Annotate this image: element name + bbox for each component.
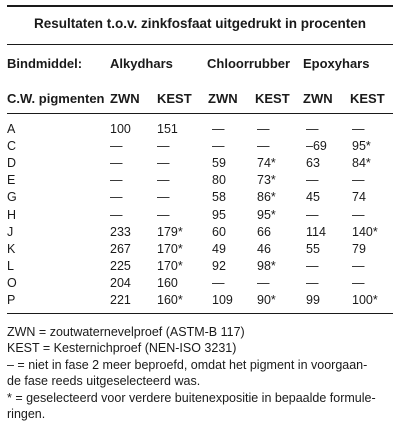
value-cell: —	[306, 259, 319, 274]
value-cell: —	[306, 276, 319, 291]
value-cell: 92	[212, 259, 226, 274]
value-cell: 86*	[257, 190, 276, 205]
value-cell: —	[352, 173, 365, 188]
value-cell: —	[306, 207, 319, 222]
value-cell: —	[306, 173, 319, 188]
pigment-cell: L	[7, 259, 14, 274]
value-cell: 63	[306, 155, 320, 170]
value-cell: 109	[212, 293, 233, 308]
pigment-cell: O	[7, 276, 17, 291]
footnote-asterisk-line-1: * = geselecteerd voor verdere buitenexpositie in bepaalde formule-	[7, 390, 376, 405]
test-label-kest-chloor: KEST	[255, 91, 290, 106]
value-cell: —	[110, 173, 123, 188]
value-cell: —	[157, 207, 170, 222]
pigment-cell: H	[7, 207, 17, 222]
pigment-cell: P	[7, 293, 16, 308]
value-cell: 90*	[257, 293, 276, 308]
footnotes	[7, 324, 393, 422]
value-cell: —	[157, 173, 170, 188]
value-cell: —	[110, 190, 123, 205]
value-cell: 225	[110, 259, 131, 274]
test-label-kest-alkyd: KEST	[157, 91, 192, 106]
value-cell: 60	[212, 224, 226, 239]
table-row	[7, 223, 393, 240]
value-cell: —	[257, 138, 270, 153]
value-cell: 179*	[157, 224, 183, 239]
pigment-cell: D	[7, 155, 17, 170]
value-cell: 233	[110, 224, 131, 239]
pigment-cell: K	[7, 241, 16, 256]
value-cell: —	[257, 121, 270, 136]
value-cell: —	[352, 276, 365, 291]
value-cell: 79	[352, 241, 366, 256]
pigment-cell: J	[7, 224, 14, 239]
binder-chloorrubber: Chloorrubber	[207, 56, 291, 71]
value-cell: 95	[212, 207, 226, 222]
value-cell: 80	[212, 173, 226, 188]
value-cell: 73*	[257, 173, 276, 188]
table-row	[7, 172, 393, 189]
test-label-kest-epoxy: KEST	[350, 91, 385, 106]
title-rule	[7, 44, 393, 45]
table-row	[7, 120, 393, 137]
value-cell: 170*	[157, 259, 183, 274]
results-table	[7, 120, 393, 309]
value-cell: 140*	[352, 224, 378, 239]
value-cell: 98*	[257, 259, 276, 274]
test-label-zwn-alkyd: ZWN	[110, 91, 140, 106]
value-cell: –69	[306, 138, 327, 153]
value-cell: —	[110, 155, 123, 170]
table-row	[7, 206, 393, 223]
pigment-column-label: C.W. pigmenten	[7, 91, 105, 106]
value-cell: 151	[157, 121, 178, 136]
value-cell: 160*	[157, 293, 183, 308]
value-cell: 221	[110, 293, 131, 308]
footnote-dash-line-1: – = niet in fase 2 meer beproefd, omdat het pigment in voorgaan-	[7, 357, 368, 372]
pigment-cell: C	[7, 138, 17, 153]
table-row	[7, 292, 393, 309]
pigment-cell: G	[7, 190, 17, 205]
binder-label: Bindmiddel:	[7, 56, 83, 71]
table-title: Resultaten t.o.v. zinkfosfaat uitgedrukt in procenten	[33, 16, 367, 31]
value-cell: —	[352, 207, 365, 222]
value-cell: 99	[306, 293, 320, 308]
test-label-zwn-epoxy: ZWN	[303, 91, 333, 106]
value-cell: —	[212, 121, 225, 136]
pigment-cell: E	[7, 173, 16, 188]
value-cell: —	[257, 276, 270, 291]
binder-epoxyhars: Epoxyhars	[303, 56, 370, 71]
pigment-cell: A	[7, 121, 16, 136]
table-row	[7, 258, 393, 275]
value-cell: —	[212, 276, 225, 291]
value-cell: 66	[257, 224, 271, 239]
value-cell: 267	[110, 241, 131, 256]
footnote-dash-line-2: de fase reeds uitgeselecteerd was.	[7, 374, 201, 389]
value-cell: 55	[306, 241, 320, 256]
binder-alkydhars: Alkydhars	[110, 56, 173, 71]
value-cell: —	[110, 207, 123, 222]
value-cell: 100	[110, 121, 131, 136]
value-cell: 74	[352, 190, 366, 205]
value-cell: 114	[306, 224, 326, 239]
value-cell: —	[157, 190, 170, 205]
value-cell: —	[110, 138, 123, 153]
footnote-zwn: ZWN = zoutwaternevelproef (ASTM-B 117)	[7, 325, 245, 339]
table-row	[7, 275, 393, 292]
value-cell: 45	[306, 190, 320, 205]
value-cell: 170*	[157, 241, 183, 256]
footnote-asterisk-line-2: ringen.	[7, 407, 46, 422]
value-cell: 100*	[352, 293, 378, 308]
value-cell: —	[352, 121, 365, 136]
value-cell: 74*	[257, 155, 276, 170]
test-label-zwn-chloor: ZWN	[208, 91, 238, 106]
table-row	[7, 137, 393, 154]
value-cell: 59	[212, 155, 226, 170]
table-row	[7, 189, 393, 206]
value-cell: —	[212, 138, 225, 153]
footnote-kest: KEST = Kesternichproef (NEN-ISO 3231)	[7, 341, 237, 356]
value-cell: 49	[212, 241, 226, 256]
value-cell: 95*	[352, 138, 371, 153]
value-cell: 95*	[257, 207, 276, 222]
table-row	[7, 240, 393, 257]
value-cell: 58	[212, 190, 226, 205]
value-cell: 84*	[352, 155, 371, 170]
value-cell: —	[352, 259, 365, 274]
value-cell: 46	[257, 241, 271, 256]
header-rule	[7, 113, 393, 114]
table-bottom-rule	[7, 313, 393, 314]
results-table-body	[7, 120, 393, 309]
value-cell: 160	[157, 276, 178, 291]
value-cell: 204	[110, 276, 131, 291]
value-cell: —	[157, 155, 170, 170]
table-row	[7, 154, 393, 171]
value-cell: —	[306, 121, 319, 136]
value-cell: —	[157, 138, 170, 153]
top-rule	[7, 5, 393, 7]
